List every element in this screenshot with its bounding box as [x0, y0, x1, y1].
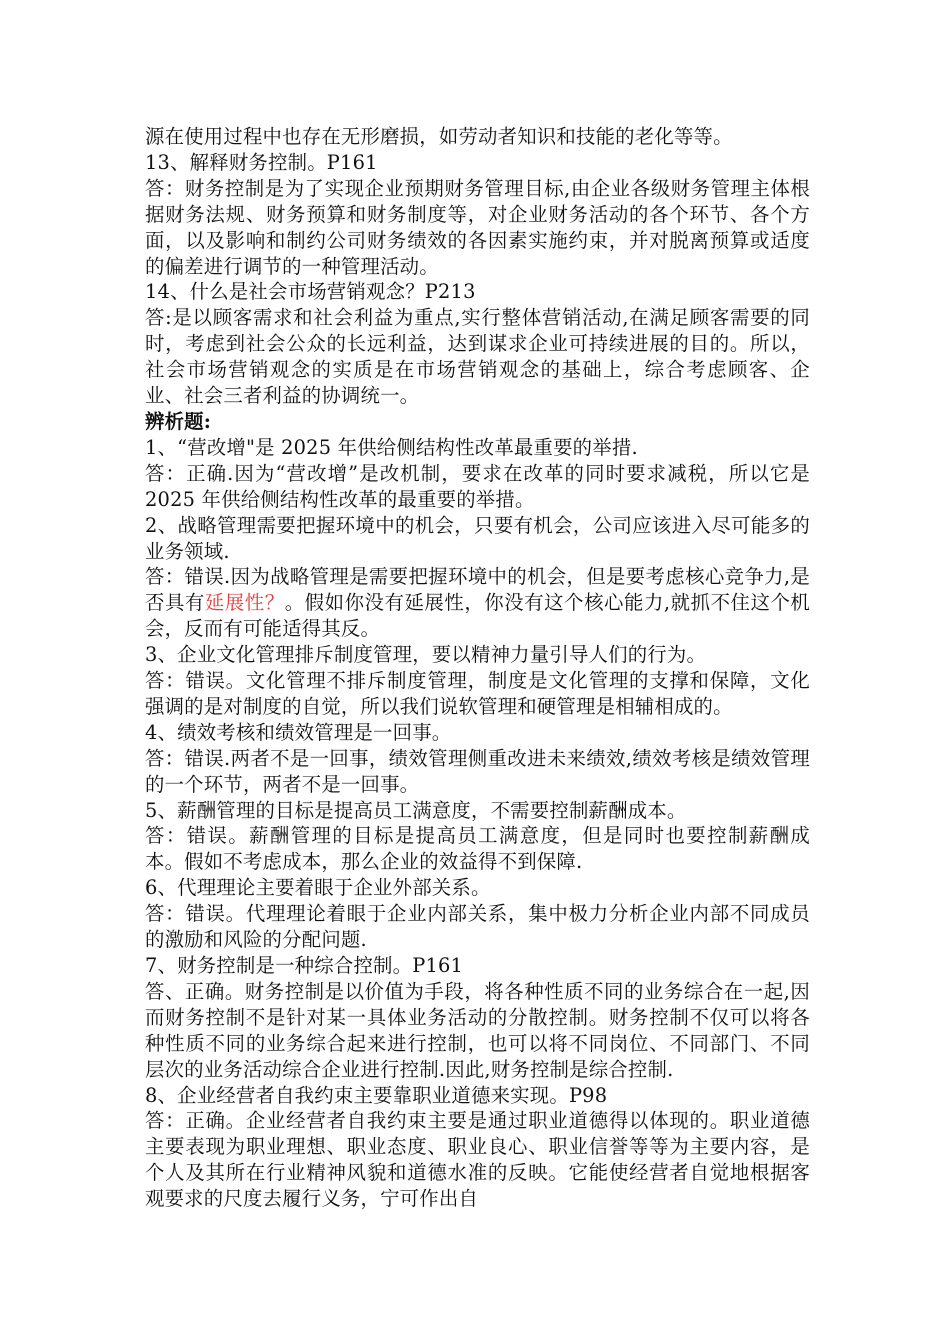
item-3-answer: 答：错误。文化管理不排斥制度管理，制度是文化管理的支撑和保障，文化强调的是对制度的自觉，所以我们说软管理和硬管理是相辅相成的。 [145, 669, 810, 718]
item-7-answer: 答、正确。财务控制是以价值为手段，将各种性质不同的业务综合在一起,因而财务控制不是针对某一具体业务活动的分散控制。财务控制不仅可以将各种性质不同的业务综合起来进行控制，也可以将不同岗位、不同部门、不同层次的业务活动综合企业进行控制.因此,财务控制是综合控制. [145, 979, 810, 1081]
question-14: 14、什么是社会市场营销观念？P213 [145, 280, 476, 304]
answer-14: 答:是以顾客需求和社会利益为重点,实行整体营销活动,在满足顾客需要的同时，考虑到社会公众的长远利益，达到谋求企业可持续进展的目的。所以，社会市场营销观念的实质是在市场营销观念的基础上，综合考虑顾客、企业、社会三者利益的协调统一。 [145, 306, 810, 408]
item-4-answer: 答：错误.两者不是一回事，绩效管理侧重改进未来绩效,绩效考核是绩效管理的一个环节，两者不是一回事。 [145, 746, 810, 796]
item-1-answer: 答：正确.因为“营改增”是改机制，要求在改革的同时要求减税，所以它是 2025 年供给侧结构性改革的最重要的举措。 [145, 461, 810, 511]
item-2-answer-before: 答：错误.因为战略管理是需要把握环境中的机会，但是要考虑核心竞争力,是否具有 [145, 565, 810, 615]
item-6-question: 6、代理理论主要着眼于企业外部关系。 [145, 876, 491, 900]
item-8-question: 8、企业经营者自我约束主要靠职业道德来实现。P98 [145, 1083, 608, 1107]
answer-13: 答：财务控制是为了实现企业预期财务管理目标,由企业各级财务管理主体根据财务法规、财务预算和财务制度等，对企业财务活动的各个环节、各个方面，以及影响和制约公司财务绩效的各因素实施约束，并对脱离预算或适度的偏差进行调节的一种管理活动。 [145, 176, 810, 278]
item-5-answer: 答：错误。薪酬管理的目标是提高员工满意度，但是同时也要控制薪酬成本。假如不考虑成本，那么企业的效益得不到保障. [145, 824, 810, 874]
item-5-question: 5、薪酬管理的目标是提高员工满意度，不需要控制薪酬成本。 [145, 798, 687, 822]
section-heading: 辨析题: [145, 409, 212, 433]
document-page [145, 124, 810, 1212]
question-13: 13、解释财务控制。P161 [145, 150, 378, 174]
item-2-question: 2、战略管理需要把握环境中的机会，只要有机会，公司应该进入尽可能多的业务领域. [145, 513, 810, 563]
item-7-question: 7、财务控制是一种综合控制。P161 [145, 954, 464, 977]
item-8-answer: 答：正确。企业经营者自我约束主要是通过职业道德得以体现的。职业道德主要表现为职业理想、职业态度、职业良心、职业信誉等等为主要内容，是个人及其所在行业精神风貌和道德水准的反映。它能使经营者自觉地根据客观要求的尺度去履行义务，宁可作出自 [145, 1109, 810, 1211]
item-1-question: 1、“营改增"是 2025 年供给侧结构性改革最重要的举措. [145, 435, 638, 459]
item-4-question: 4、绩效考核和绩效管理是一回事。 [145, 720, 452, 744]
item-2-answer-after: 。假如你没有延展性，你没有这个核心能力,就抓不住这个机会，反而有可能适得其反。 [145, 591, 810, 641]
highlighted-text: 延展性？ [204, 591, 285, 615]
item-6-answer: 答：错误。代理理论着眼于企业内部关系，集中极力分析企业内部不同成员的激励和风险的分配问题. [145, 902, 810, 952]
item-3-question: 3、企业文化管理排斥制度管理，要以精神力量引导人们的行为。 [145, 643, 707, 667]
item-2-answer [145, 564, 810, 642]
continuation-paragraph: 源在使用过程中也存在无形磨损，如劳动者知识和技能的老化等等。 [145, 125, 733, 148]
